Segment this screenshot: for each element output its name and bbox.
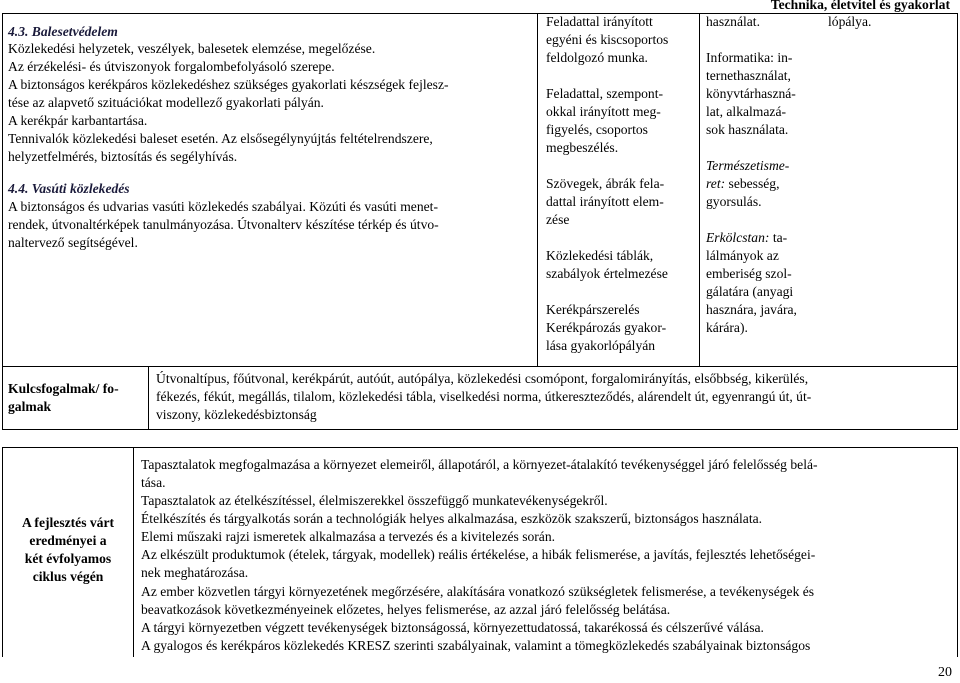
- connection-line: lálmányok az: [706, 248, 779, 263]
- text-line: tése az alapvető szituációkat modellező gyakorlati pályán.: [8, 95, 324, 110]
- connection-line: használat.: [706, 14, 760, 29]
- text-line: rendek, útvonaltérképek tanulmányozása. Útvonalterv készítése térkép és útvo-: [8, 217, 439, 232]
- text-line: A kerékpár karbantartása.: [8, 113, 148, 128]
- connection-line: lópálya.: [828, 14, 872, 29]
- activity-line: Közlekedési táblák,: [546, 248, 654, 263]
- text-line: Közlekedési helyzetek, veszélyek, balesetek elemzése, megelőzése.: [8, 41, 376, 56]
- subject-label: Informatika:: [706, 50, 774, 65]
- text-line: A biztonságos kerékpáros közlekedéshez szükséges gyakorlati készségek fejlesz-: [8, 77, 449, 92]
- key-concepts-line: Útvonaltípus, főútvonal, kerékpárút, autóút, autópálya, közlekedési csomópont, forgalomirányítás, elsőbbség, kikerülés,: [156, 371, 809, 386]
- outcome-line: nek meghatározása.: [141, 565, 249, 580]
- subject-label: ret:: [706, 176, 726, 191]
- connection-line: könyvtárhaszná-: [706, 86, 796, 101]
- connection-text: ta-: [769, 230, 788, 245]
- text-line: naltervező segítségével.: [8, 235, 138, 250]
- subject-label: Erkölcstan:: [706, 230, 770, 245]
- key-concepts-label: galmak: [8, 399, 52, 414]
- outcome-line: Ételkészítés és tárgyalkotás során a technológiák helyes alkalmazása, eszközök szakszerű, biztonságos használata.: [141, 511, 763, 526]
- activity-line: feldolgozó munka.: [546, 50, 648, 65]
- page-header: Technika, életvitel és gyakorlat: [770, 0, 950, 12]
- connection-text: in-: [773, 50, 793, 65]
- connection-line: [706, 176, 780, 193]
- connection-line: sok használata.: [706, 122, 789, 137]
- section-title: 4.4. Vasúti közlekedés: [8, 181, 130, 196]
- outcomes-label-line: két évfolyamos: [24, 551, 112, 566]
- activity-line: dattal irányított elem-: [546, 194, 664, 209]
- activity-line: szabályok értelmezése: [546, 266, 668, 281]
- activity-line: Szövegek, ábrák fela-: [546, 176, 665, 191]
- subject-label: Természetisme-: [706, 158, 790, 173]
- outcomes-label-line: A fejlesztés várt: [21, 515, 115, 530]
- outcome-line: beavatkozások következményeinek előzetes, helyes felismerése, az azzal járó felelősség belátása.: [141, 602, 671, 617]
- connection-line: kárára).: [706, 320, 748, 335]
- outcomes-label-line: ciklus végén: [32, 569, 104, 584]
- connection-line: emberiség szol-: [706, 266, 792, 281]
- outcome-line: Tapasztalatok megfogalmazása a környezet elemeiről, állapotáról, a környezet-átalakító tevékenységgel járó felelősség belá-: [141, 457, 818, 472]
- text-line: helyzetfelmérés, biztosítás és segélyhívás.: [8, 149, 238, 164]
- text-line: A biztonságos és udvarias vasúti közlekedés szabályai. Közúti és vasúti menet-: [8, 199, 438, 214]
- activity-line: Feladattal irányított: [546, 14, 653, 29]
- outcome-line: Az ember közvetlen tárgyi környezetének megőrzésére, alakítására vonatkozó szükségletek felismerése, a tevékenységek és: [141, 584, 815, 599]
- outcome-line: Elemi műszaki rajzi ismeretek alkalmazása a tervezés és a kivitelezés során.: [141, 529, 556, 544]
- outcome-line: A gyalogos és kerékpáros közlekedés KRESZ szerinti szabályainak, valamint a tömegközlekedés szabályainak biztonságos: [141, 638, 811, 653]
- connection-line: lat, alkalmazá-: [706, 104, 787, 119]
- text-line: Az érzékelési- és útviszonyok forgalombefolyásoló szerepe.: [8, 59, 335, 74]
- activity-line: figyelés, csoportos: [546, 122, 648, 137]
- activity-line: Kerékpározás gyakor-: [546, 320, 667, 335]
- outcome-line: tása.: [141, 475, 166, 490]
- page-number: 20: [938, 665, 952, 680]
- connection-line: ternethasználat,: [706, 68, 791, 83]
- key-concepts-label: Kulcsfogalmak/ fo-: [8, 381, 119, 396]
- connection-line: gálatára (anyagi: [706, 284, 794, 299]
- outcome-line: Tapasztalatok az ételkészítéssel, élelmiszerekkel összefüggő munkatevékenységekről.: [141, 493, 608, 508]
- outcomes-label-line: eredményei a: [29, 533, 107, 548]
- activity-line: egyéni és kiscsoportos: [546, 32, 669, 47]
- connection-line: [706, 230, 787, 247]
- activity-line: Feladattal, szempont-: [546, 86, 664, 101]
- key-concepts-line: viszony, közlekedésbiztonság: [156, 407, 317, 422]
- outcome-line: A tárgyi környezetben végzett tevékenységek biztonságossá, környezettudatossá, takarékossá és célszerűvé válása.: [141, 620, 764, 635]
- activity-line: Kerékpárszerelés: [546, 302, 640, 317]
- section-title: 4.3. Balesetvédelem: [8, 24, 118, 39]
- text-line: Tennivalók közlekedési baleset esetén. Az elsősegélynyújtás feltételrendszere,: [8, 131, 433, 146]
- connection-text: sebesség,: [725, 176, 780, 191]
- activity-line: okkal irányított meg-: [546, 104, 661, 119]
- connection-line: [706, 50, 792, 67]
- activity-line: megbeszélés.: [546, 140, 619, 155]
- connection-line: hasznára, javára,: [706, 302, 797, 317]
- outcome-line: Az elkészült produktumok (ételek, tárgyak, modellek) reális értékelése, a hibák felismerése, a javítás, fejlesztés lehetőségei-: [141, 547, 816, 562]
- connection-line: gyorsulás.: [706, 194, 762, 209]
- activity-line: lása gyakorlópályán: [546, 338, 656, 353]
- key-concepts-line: fékezés, fékút, megállás, tilalom, közlekedési tábla, viselkedési norma, útkereszteződés, alárendelt út, egyenrangú út, út-: [156, 389, 812, 404]
- activity-line: zése: [546, 212, 570, 227]
